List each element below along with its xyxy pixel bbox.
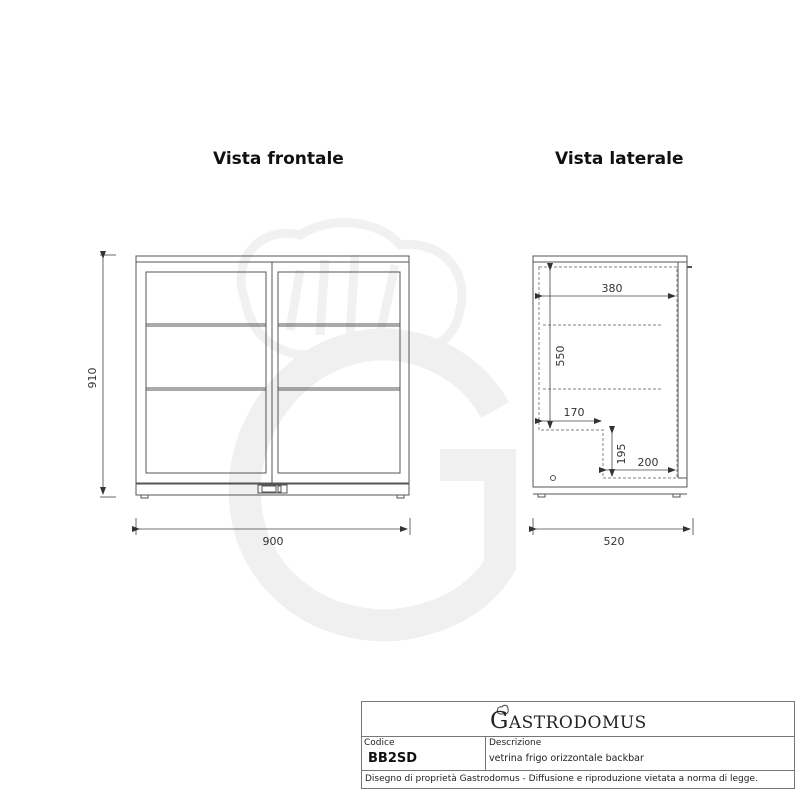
brand-logo-row xyxy=(362,702,794,737)
code-description-row xyxy=(362,736,794,771)
brand-logo: GASTRODOMUS xyxy=(490,708,647,734)
lower-depth-dimension: 200 xyxy=(637,456,659,469)
side-depth-dimension: 520 xyxy=(603,535,625,548)
title-block xyxy=(361,701,795,789)
code-value: BB2SD xyxy=(368,751,418,766)
code-cell xyxy=(362,736,486,770)
front-view-title: Vista frontale xyxy=(213,149,344,169)
inner-depth-dimension: 380 xyxy=(601,282,623,295)
side-view-title: Vista laterale xyxy=(555,149,684,169)
step-depth-dimension: 170 xyxy=(563,406,585,419)
code-label: Codice xyxy=(364,738,395,748)
step-height-dimension: 195 xyxy=(615,443,628,465)
front-height-dimension: 910 xyxy=(86,367,99,389)
copyright-notice: Disegno di proprietà Gastrodomus - Diffusione e riproduzione vietata a norma di legge. xyxy=(365,774,758,784)
description-label: Descrizione xyxy=(489,738,542,748)
description-value: vetrina frigo orizzontale backbar xyxy=(489,753,644,764)
inner-height-dimension: 550 xyxy=(554,345,567,367)
front-width-dimension: 900 xyxy=(262,535,284,548)
